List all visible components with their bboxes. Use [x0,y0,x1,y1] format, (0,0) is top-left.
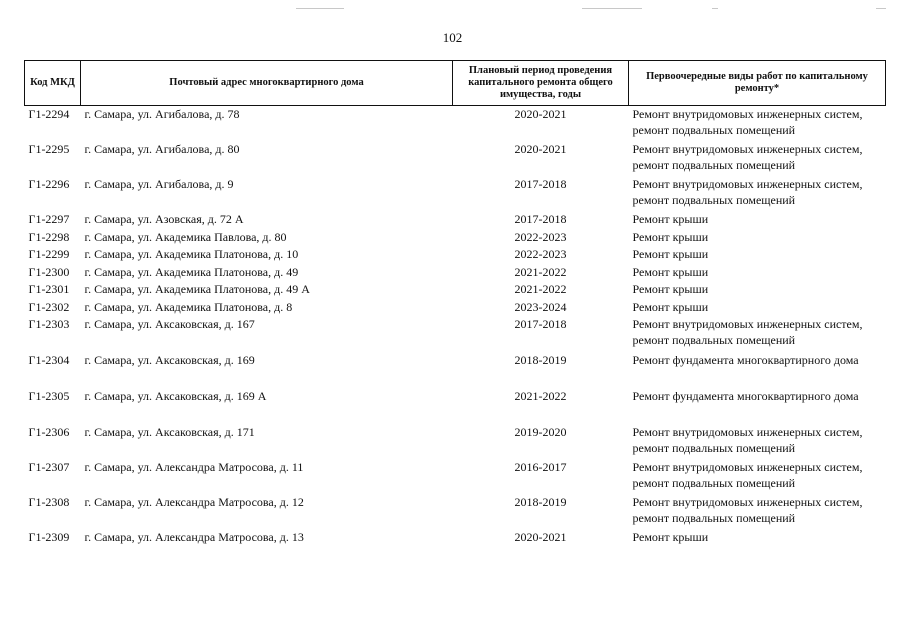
table-row [25,264,886,282]
row-period: 2022-2023 [514,247,567,261]
row-address: г. Самара, ул. Александра Матросова, д. 13 [84,530,304,544]
row-address: г. Самара, ул. Аксаковская, д. 167 [84,317,255,331]
row-works: Ремонт внутридомовых инженерных систем, ремонт подвальных помещений [632,425,863,455]
row-period: 2021-2022 [514,282,567,296]
row-works: Ремонт крыши [632,247,709,261]
row-period: 2018-2019 [514,495,567,509]
table-row [25,246,886,264]
row-address: г. Самара, ул. Агибалова, д. 78 [84,107,240,121]
row-works: Ремонт внутридомовых инженерных систем, ремонт подвальных помещений [632,142,863,172]
row-works: Ремонт фундамента многоквартирного дома [632,389,859,403]
table-row [25,106,886,142]
row-works: Ремонт крыши [632,264,709,279]
row-address: г. Самара, ул. Аксаковская, д. 169 [84,353,255,367]
header-works: Первоочередные виды работ по капитальному ремонту* [629,61,886,106]
header-code: Код МКД [25,61,81,106]
table-row [25,141,886,176]
row-address: г. Самара, ул. Академика Платонова, д. 10 [84,247,299,261]
row-code: Г1-2296 [28,177,70,191]
row-works: Ремонт крыши [632,212,709,226]
row-address: г. Самара, ул. Аксаковская, д. 171 [84,425,255,439]
row-code: Г1-2297 [28,212,70,226]
row-address: г. Самара, ул. Академика Платонова, д. 49 А [84,282,310,296]
row-address: г. Самара, ул. Азовская, д. 72 А [84,212,244,226]
row-code: Г1-2304 [28,353,70,367]
row-works: Ремонт внутридомовых инженерных систем, ремонт подвальных помещений [632,460,863,490]
table-row [25,299,886,317]
row-code: Г1-2308 [28,495,70,509]
row-period: 2016-2017 [514,460,567,474]
row-works: Ремонт крыши [632,299,709,314]
row-code: Г1-2307 [28,460,70,474]
table-row [25,388,886,424]
row-period: 2019-2020 [514,425,567,439]
row-period: 2021-2022 [514,389,567,403]
table-row [25,316,886,352]
row-works: Ремонт внутридомовых инженерных систем, ремонт подвальных помещений [632,177,863,207]
row-code: Г1-2305 [28,389,70,403]
row-code: Г1-2301 [28,282,70,296]
table-row [25,229,886,247]
row-works: Ремонт крыши [632,530,709,544]
row-period: 2017-2018 [514,212,567,226]
header-address: Почтовый адрес многоквартирного дома [81,61,453,106]
row-address: г. Самара, ул. Академика Платонова, д. 8 [84,299,293,314]
row-code: Г1-2294 [28,107,70,121]
table-row [25,494,886,529]
row-address: г. Самара, ул. Александра Матросова, д. 11 [84,460,304,474]
row-code: Г1-2299 [28,247,70,261]
row-address: г. Самара, ул. Аксаковская, д. 169 А [84,389,267,403]
row-address: г. Самара, ул. Агибалова, д. 9 [84,177,234,191]
table-row [25,529,886,547]
capital-repair-table [24,60,886,547]
row-period: 2022-2023 [514,229,567,244]
row-address: г. Самара, ул. Александра Матросова, д. 12 [84,495,304,509]
page-number: 102 [442,30,463,45]
row-address: г. Самара, ул. Агибалова, д. 80 [84,142,240,156]
row-works: Ремонт крыши [632,229,709,244]
row-code: Г1-2300 [28,264,70,279]
row-code: Г1-2303 [28,317,70,331]
table-row [25,176,886,211]
row-address: г. Самара, ул. Академика Павлова, д. 80 [84,229,287,244]
row-period: 2021-2022 [514,264,567,279]
table-header [25,61,886,106]
row-period: 2020-2021 [514,530,567,544]
row-address: г. Самара, ул. Академика Платонова, д. 49 [84,264,299,279]
row-works: Ремонт внутридомовых инженерных систем, ремонт подвальных помещений [632,317,863,347]
row-code: Г1-2298 [28,229,70,244]
row-period: 2023-2024 [514,299,567,314]
row-code: Г1-2295 [28,142,70,156]
row-period: 2020-2021 [514,142,567,156]
row-works: Ремонт фундамента многоквартирного дома [632,353,859,367]
row-works: Ремонт внутридомовых инженерных систем, ремонт подвальных помещений [632,107,863,137]
row-code: Г1-2309 [28,530,70,544]
row-works: Ремонт внутридомовых инженерных систем, ремонт подвальных помещений [632,495,863,525]
table-row [25,211,886,229]
table-row [25,281,886,299]
scan-artifacts [0,8,905,14]
row-period: 2017-2018 [514,177,567,191]
row-period: 2017-2018 [514,317,567,331]
row-works: Ремонт крыши [632,282,709,296]
header-period: Плановый период проведения капитального ремонта общего имущества, годы [453,61,629,106]
row-code: Г1-2302 [28,299,70,314]
table-row [25,424,886,459]
row-code: Г1-2306 [28,425,70,439]
table-row [25,352,886,388]
row-period: 2020-2021 [514,107,567,121]
table-body [25,106,886,547]
row-period: 2018-2019 [514,353,567,367]
table-row [25,459,886,494]
